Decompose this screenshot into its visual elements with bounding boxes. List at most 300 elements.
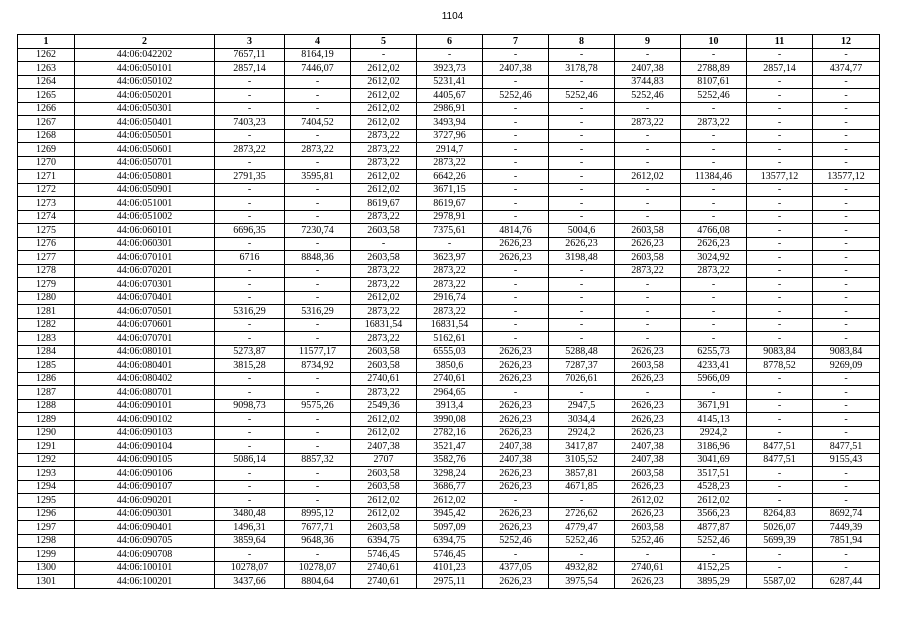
table-row: [18, 183, 880, 197]
table-cell: 5316,29: [215, 305, 285, 319]
table-cell: 1277: [18, 251, 75, 265]
table-cell: 1280: [18, 291, 75, 305]
table-cell: 5252,46: [549, 89, 615, 103]
column-header-3: 3: [215, 35, 285, 49]
table-row: [18, 143, 880, 157]
table-cell: -: [215, 480, 285, 494]
table-cell: 2603,58: [615, 521, 681, 535]
table-cell: 5004,6: [549, 224, 615, 238]
table-cell: -: [549, 116, 615, 130]
table-cell: -: [285, 494, 351, 508]
table-cell: -: [285, 480, 351, 494]
data-table: [17, 34, 880, 589]
table-cell: 5316,29: [285, 305, 351, 319]
table-cell: 44:06:090104: [75, 440, 215, 454]
table-cell: -: [813, 116, 880, 130]
table-cell: 2740,61: [351, 575, 417, 589]
table-cell: 2857,14: [747, 62, 813, 76]
table-cell: 3945,42: [417, 507, 483, 521]
table-cell: -: [615, 278, 681, 292]
table-cell: -: [483, 291, 549, 305]
table-cell: -: [285, 156, 351, 170]
table-cell: 44:06:050101: [75, 62, 215, 76]
table-cell: -: [681, 210, 747, 224]
table-cell: 2612,02: [351, 183, 417, 197]
table-cell: -: [615, 102, 681, 116]
table-cell: 2975,11: [417, 575, 483, 589]
table-cell: 2603,58: [351, 467, 417, 481]
table-cell: -: [681, 332, 747, 346]
table-cell: 1289: [18, 413, 75, 427]
table-cell: 44:06:050701: [75, 156, 215, 170]
table-cell: -: [285, 332, 351, 346]
table-cell: -: [681, 129, 747, 143]
table-cell: -: [215, 89, 285, 103]
table-cell: 44:06:090401: [75, 521, 215, 535]
table-cell: 2612,02: [615, 494, 681, 508]
table-cell: -: [747, 548, 813, 562]
table-cell: -: [285, 237, 351, 251]
table-cell: 2612,02: [351, 102, 417, 116]
table-cell: 1276: [18, 237, 75, 251]
table-cell: -: [813, 237, 880, 251]
table-cell: -: [615, 318, 681, 332]
table-cell: 44:06:090301: [75, 507, 215, 521]
table-cell: 10278,07: [215, 561, 285, 575]
table-row: [18, 170, 880, 184]
table-cell: -: [483, 129, 549, 143]
table-row: [18, 116, 880, 130]
table-cell: 3850,6: [417, 359, 483, 373]
table-cell: 2612,02: [351, 89, 417, 103]
table-cell: 1272: [18, 183, 75, 197]
table-cell: -: [615, 129, 681, 143]
table-cell: 2612,02: [351, 413, 417, 427]
table-cell: 2873,22: [215, 143, 285, 157]
table-row: [18, 305, 880, 319]
table-cell: -: [549, 305, 615, 319]
table-cell: 44:06:080701: [75, 386, 215, 400]
table-cell: -: [417, 48, 483, 62]
table-cell: 44:06:050501: [75, 129, 215, 143]
table-cell: 2626,23: [483, 237, 549, 251]
column-header-10: 10: [681, 35, 747, 49]
table-cell: -: [215, 210, 285, 224]
table-cell: 3857,81: [549, 467, 615, 481]
table-cell: 2626,23: [483, 372, 549, 386]
table-cell: -: [215, 183, 285, 197]
table-row: [18, 197, 880, 211]
table-cell: 3437,66: [215, 575, 285, 589]
table-row: [18, 440, 880, 454]
table-cell: -: [549, 318, 615, 332]
table-row: [18, 386, 880, 400]
table-cell: 2626,23: [681, 237, 747, 251]
table-cell: 5699,39: [747, 534, 813, 548]
table-cell: -: [747, 386, 813, 400]
table-cell: 1274: [18, 210, 75, 224]
table-cell: 8619,67: [417, 197, 483, 211]
table-cell: -: [215, 386, 285, 400]
table-cell: 1290: [18, 426, 75, 440]
table-cell: -: [747, 183, 813, 197]
table-cell: 7446,07: [285, 62, 351, 76]
table-cell: -: [747, 197, 813, 211]
table-cell: 44:06:050102: [75, 75, 215, 89]
table-cell: 44:06:060101: [75, 224, 215, 238]
table-cell: 1288: [18, 399, 75, 413]
table-cell: 2626,23: [483, 507, 549, 521]
table-cell: 44:06:090705: [75, 534, 215, 548]
table-cell: 7449,39: [813, 521, 880, 535]
table-cell: 7404,52: [285, 116, 351, 130]
table-cell: -: [681, 278, 747, 292]
table-cell: 7230,74: [285, 224, 351, 238]
table-cell: -: [813, 318, 880, 332]
table-row: [18, 332, 880, 346]
table-cell: 44:06:070601: [75, 318, 215, 332]
table-cell: -: [285, 129, 351, 143]
table-cell: 44:06:050201: [75, 89, 215, 103]
table-cell: 2612,02: [351, 170, 417, 184]
table-cell: 4101,23: [417, 561, 483, 575]
table-cell: -: [813, 156, 880, 170]
table-cell: 2626,23: [483, 467, 549, 481]
column-header-11: 11: [747, 35, 813, 49]
table-cell: -: [549, 548, 615, 562]
table-cell: 5162,61: [417, 332, 483, 346]
table-cell: -: [747, 318, 813, 332]
table-cell: 44:06:050401: [75, 116, 215, 130]
table-cell: 3671,15: [417, 183, 483, 197]
table-cell: 44:06:070301: [75, 278, 215, 292]
table-row: [18, 89, 880, 103]
table-cell: -: [747, 480, 813, 494]
table-cell: 8804,64: [285, 575, 351, 589]
table-cell: 2626,23: [615, 507, 681, 521]
table-cell: -: [747, 143, 813, 157]
table-cell: -: [747, 116, 813, 130]
table-cell: 4152,25: [681, 561, 747, 575]
table-cell: 3024,92: [681, 251, 747, 265]
table-cell: 5746,45: [351, 548, 417, 562]
table-cell: -: [813, 210, 880, 224]
table-cell: 2603,58: [351, 345, 417, 359]
table-cell: 44:06:090105: [75, 453, 215, 467]
table-cell: 2626,23: [483, 575, 549, 589]
table-row: [18, 372, 880, 386]
table-cell: -: [483, 332, 549, 346]
table-cell: 1273: [18, 197, 75, 211]
table-cell: -: [215, 237, 285, 251]
table-cell: -: [483, 278, 549, 292]
table-cell: -: [285, 89, 351, 103]
table-cell: -: [215, 372, 285, 386]
table-cell: 44:06:100201: [75, 575, 215, 589]
table-cell: -: [813, 129, 880, 143]
table-cell: -: [483, 156, 549, 170]
table-cell: 1496,31: [215, 521, 285, 535]
table-cell: 44:06:090103: [75, 426, 215, 440]
table-cell: 2924,2: [681, 426, 747, 440]
table-cell: 2873,22: [417, 264, 483, 278]
table-cell: 44:06:070501: [75, 305, 215, 319]
table-cell: 9083,84: [747, 345, 813, 359]
table-cell: 2873,22: [681, 116, 747, 130]
table-cell: 2873,22: [285, 143, 351, 157]
table-row: [18, 156, 880, 170]
table-cell: 3913,4: [417, 399, 483, 413]
table-cell: 2873,22: [615, 264, 681, 278]
table-cell: -: [747, 251, 813, 265]
table-cell: -: [483, 494, 549, 508]
table-cell: 7287,37: [549, 359, 615, 373]
table-cell: 2612,02: [351, 116, 417, 130]
table-cell: 2924,2: [549, 426, 615, 440]
table-cell: -: [681, 548, 747, 562]
table-cell: -: [483, 116, 549, 130]
table-cell: 8164,19: [285, 48, 351, 62]
table-cell: -: [483, 48, 549, 62]
table-cell: -: [549, 197, 615, 211]
table-cell: -: [483, 102, 549, 116]
table-cell: 6696,35: [215, 224, 285, 238]
table-cell: 5746,45: [417, 548, 483, 562]
table-cell: -: [549, 291, 615, 305]
table-cell: 44:06:090102: [75, 413, 215, 427]
table-cell: -: [747, 129, 813, 143]
table-cell: 44:06:080402: [75, 372, 215, 386]
table-cell: 1266: [18, 102, 75, 116]
table-cell: -: [285, 548, 351, 562]
table-cell: 4877,87: [681, 521, 747, 535]
table-cell: 2788,89: [681, 62, 747, 76]
table-cell: 1284: [18, 345, 75, 359]
table-cell: -: [681, 197, 747, 211]
table-cell: 9575,26: [285, 399, 351, 413]
table-cell: -: [747, 156, 813, 170]
table-cell: 4405,67: [417, 89, 483, 103]
table-row: [18, 494, 880, 508]
table-cell: 2740,61: [351, 561, 417, 575]
table-cell: 2603,58: [351, 521, 417, 535]
table-cell: -: [681, 291, 747, 305]
table-cell: -: [549, 75, 615, 89]
table-cell: 9269,09: [813, 359, 880, 373]
table-cell: 1265: [18, 89, 75, 103]
table-row: [18, 237, 880, 251]
table-cell: 2626,23: [615, 345, 681, 359]
table-cell: 6555,03: [417, 345, 483, 359]
table-cell: -: [549, 278, 615, 292]
table-cell: 7026,61: [549, 372, 615, 386]
table-cell: -: [813, 102, 880, 116]
table-cell: 44:06:070101: [75, 251, 215, 265]
table-cell: 3298,24: [417, 467, 483, 481]
table-cell: -: [813, 48, 880, 62]
table-cell: -: [483, 170, 549, 184]
table-cell: -: [813, 494, 880, 508]
table-cell: 4779,47: [549, 521, 615, 535]
table-cell: 2407,38: [483, 453, 549, 467]
table-cell: 16831,54: [351, 318, 417, 332]
table-cell: -: [813, 561, 880, 575]
table-cell: 3895,29: [681, 575, 747, 589]
table-cell: -: [615, 291, 681, 305]
table-cell: 2612,02: [351, 507, 417, 521]
table-cell: 11384,46: [681, 170, 747, 184]
table-cell: 5086,14: [215, 453, 285, 467]
table-cell: -: [483, 386, 549, 400]
table-cell: 8692,74: [813, 507, 880, 521]
table-cell: -: [747, 278, 813, 292]
table-cell: 3671,91: [681, 399, 747, 413]
table-row: [18, 264, 880, 278]
table-cell: 1270: [18, 156, 75, 170]
table-cell: 2626,23: [549, 237, 615, 251]
table-cell: -: [813, 224, 880, 238]
table-cell: 1269: [18, 143, 75, 157]
table-cell: 5252,46: [681, 534, 747, 548]
table-cell: 2726,62: [549, 507, 615, 521]
table-cell: 2873,22: [351, 278, 417, 292]
table-cell: 2873,22: [351, 129, 417, 143]
table-cell: -: [215, 197, 285, 211]
table-cell: 1299: [18, 548, 75, 562]
table-cell: 2873,22: [351, 386, 417, 400]
table-cell: -: [615, 548, 681, 562]
table-cell: -: [285, 291, 351, 305]
table-cell: 2603,58: [351, 224, 417, 238]
table-cell: 5231,41: [417, 75, 483, 89]
table-cell: 2873,22: [351, 156, 417, 170]
table-cell: 2612,02: [615, 170, 681, 184]
table-cell: -: [417, 237, 483, 251]
table-cell: 2873,22: [351, 332, 417, 346]
table-cell: -: [747, 426, 813, 440]
table-cell: 7677,71: [285, 521, 351, 535]
table-row: [18, 345, 880, 359]
table-cell: 9155,43: [813, 453, 880, 467]
table-cell: -: [351, 48, 417, 62]
table-cell: 2407,38: [615, 440, 681, 454]
table-cell: 6394,75: [351, 534, 417, 548]
table-cell: -: [351, 237, 417, 251]
table-cell: 44:06:080101: [75, 345, 215, 359]
table-cell: -: [615, 210, 681, 224]
table-row: [18, 318, 880, 332]
table-cell: -: [615, 332, 681, 346]
table-cell: 5966,09: [681, 372, 747, 386]
table-row: [18, 48, 880, 62]
table-cell: 5026,07: [747, 521, 813, 535]
table-cell: -: [813, 251, 880, 265]
table-cell: -: [285, 278, 351, 292]
table-cell: 2626,23: [483, 521, 549, 535]
table-cell: 1271: [18, 170, 75, 184]
table-cell: -: [215, 156, 285, 170]
table-cell: 1283: [18, 332, 75, 346]
table-cell: 8477,51: [813, 440, 880, 454]
table-cell: -: [747, 494, 813, 508]
table-cell: 2626,23: [615, 575, 681, 589]
table-cell: 2612,02: [351, 291, 417, 305]
table-cell: -: [681, 143, 747, 157]
table-cell: 6394,75: [417, 534, 483, 548]
table-cell: -: [747, 75, 813, 89]
column-header-7: 7: [483, 35, 549, 49]
table-cell: -: [747, 399, 813, 413]
table-cell: 1275: [18, 224, 75, 238]
table-cell: 3566,23: [681, 507, 747, 521]
table-cell: -: [813, 197, 880, 211]
table-cell: 1263: [18, 62, 75, 76]
table-cell: -: [215, 426, 285, 440]
table-cell: -: [215, 413, 285, 427]
table-cell: 3923,73: [417, 62, 483, 76]
table-cell: 2873,22: [351, 305, 417, 319]
table-cell: 2626,23: [483, 359, 549, 373]
table-cell: 3595,81: [285, 170, 351, 184]
table-cell: -: [483, 197, 549, 211]
table-cell: -: [483, 210, 549, 224]
table-cell: -: [483, 548, 549, 562]
table-cell: 2626,23: [615, 480, 681, 494]
table-cell: 2873,22: [351, 143, 417, 157]
table-cell: 2626,23: [483, 480, 549, 494]
table-cell: -: [813, 183, 880, 197]
table-cell: 3186,96: [681, 440, 747, 454]
table-cell: -: [813, 413, 880, 427]
table-row: [18, 480, 880, 494]
page-number: 1104: [441, 11, 464, 22]
table-cell: 44:06:060301: [75, 237, 215, 251]
table-cell: -: [215, 278, 285, 292]
table-cell: 2964,65: [417, 386, 483, 400]
table-row: [18, 534, 880, 548]
table-cell: 5252,46: [615, 534, 681, 548]
table-cell: -: [615, 48, 681, 62]
table-cell: 44:06:050601: [75, 143, 215, 157]
table-cell: 8778,52: [747, 359, 813, 373]
table-cell: 5288,48: [549, 345, 615, 359]
table-cell: 1278: [18, 264, 75, 278]
table-cell: 13577,12: [747, 170, 813, 184]
table-cell: 2612,02: [351, 494, 417, 508]
table-cell: 3493,94: [417, 116, 483, 130]
table-cell: 3178,78: [549, 62, 615, 76]
table-cell: 7403,23: [215, 116, 285, 130]
table-cell: -: [681, 48, 747, 62]
table-cell: -: [747, 237, 813, 251]
table-body: [18, 48, 880, 588]
table-cell: 2603,58: [351, 359, 417, 373]
table-cell: -: [215, 102, 285, 116]
table-cell: 8995,12: [285, 507, 351, 521]
table-cell: 1281: [18, 305, 75, 319]
table-cell: 1287: [18, 386, 75, 400]
table-cell: -: [813, 305, 880, 319]
table-cell: 8848,36: [285, 251, 351, 265]
table-cell: 2603,58: [615, 467, 681, 481]
table-row: [18, 251, 880, 265]
table-cell: -: [549, 183, 615, 197]
table-cell: 3034,4: [549, 413, 615, 427]
table-row: [18, 278, 880, 292]
table-cell: -: [681, 156, 747, 170]
table-cell: 3517,51: [681, 467, 747, 481]
table-cell: 1279: [18, 278, 75, 292]
